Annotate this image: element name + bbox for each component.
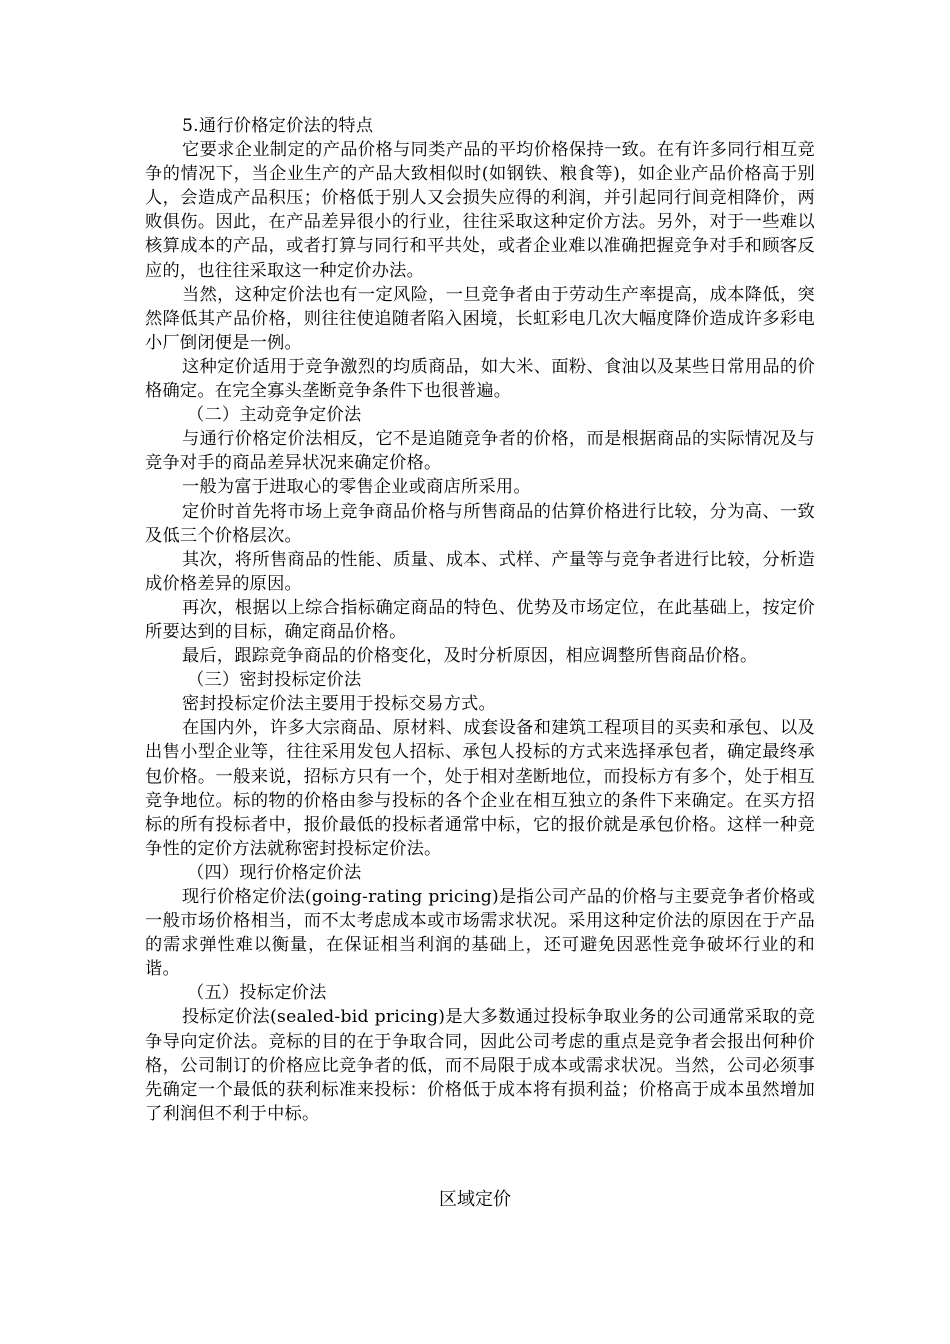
subheading-sealed-bid: （三）密封投标定价法 [187, 670, 362, 691]
paragraph: 这种定价适用于竞争激烈的均质商品，如大米、面粉、食油以及某些日常用品的价格确定。在完全寡头垄断竞争条件下也很普遍。 [145, 356, 815, 402]
paragraph: 当然，这种定价法也有一定风险，一旦竞争者由于劳动生产率提高，成本降低，突然降低其产品价格，则往往使追随者陷入困境，长虹彩电几次大幅度降价造成许多彩电小厂倒闭便是一例。 [145, 284, 815, 353]
paragraph: 其次，将所售商品的性能、质量、成本、式样、产量等与竞争者进行比较，分析造成价格差异的原因。 [145, 549, 815, 594]
paragraph: 与通行价格定价法相反，它不是追随竞争者的价格，而是根据商品的实际情况及与竞争对手的商品差异状况来确定价格。 [145, 429, 815, 474]
paragraph: 它要求企业制定的产品价格与同类产品的平均价格保持一致。在有许多同行相互竞争的情况下，当企业生产的产品大致相似时(如钢铁、粮食等)，如企业产品价格高于别人，会造成产品积压；价格低于别人又会损失应得的利润，并引起同行间竞相降价，两败俱伤。因此，在产品差异很小的行业，往往采取这种定价方法。另外，对于一些难以核算成本的产品，或者打算与同行和平共处，或者企业难以准确把握竞争对手和顾客反应的，也往往采取这一种定价办法。 [145, 140, 815, 281]
subheading-bid-pricing: （五）投标定价法 [187, 983, 327, 1004]
paragraph: 现行价格定价法(going-rating pricing)是指公司产品的价格与主要竞争者价格或一般市场价格相当，而不太考虑成本或市场需求状况。采用这种定价法的原因在于产品的需求弹性难以衡量，在保证相当利润的基础上，还可避免因恶性竞争破坏行业的和谐。 [145, 887, 815, 980]
paragraph: 密封投标定价法主要用于投标交易方式。 [182, 694, 496, 715]
paragraph: 在国内外，许多大宗商品、原材料、成套设备和建筑工程项目的买卖和承包、以及出售小型企业等，往往采用发包人招标、承包人投标的方式来选择承包者，确定最终承包价格。一般来说，招标方只有一个，处于相对垄断地位，而投标方有多个，处于相互竞争地位。标的物的价格由参与投标的各个企业在相互独立的条件下来确定。在买方招标的所有投标者中，报价最低的投标者通常中标，它的报价就是承包价格。这样一种竞争性的定价方法就称密封投标定价法。 [145, 718, 815, 859]
paragraph: 最后，跟踪竞争商品的价格变化，及时分析原因，相应调整所售商品价格。 [182, 646, 758, 667]
heading-pricing-features: 5.通行价格定价法的特点 [182, 116, 374, 136]
subheading-active-competition: （二）主动竞争定价法 [187, 405, 362, 426]
paragraph: 一般为富于进取心的零售企业或商店所采用。 [182, 477, 531, 498]
body-text [145, 114, 815, 1126]
subheading-going-rate: （四）现行价格定价法 [187, 862, 362, 883]
paragraph: 再次，根据以上综合指标确定商品的特色、优势及市场定位，在此基础上，按定价所要达到的目标，确定商品价格。 [145, 597, 815, 642]
paragraph: 定价时首先将市场上竞争商品价格与所售商品的估算价格进行比较，分为高、一致及低三个价格层次。 [145, 501, 815, 546]
section-title: 区域定价 [439, 1189, 511, 1210]
paragraph: 投标定价法(sealed-bid pricing)是大多数通过投标争取业务的公司通常采取的竞争导向定价法。竞标的目的在于争取合同，因此公司考虑的重点是竞争者会报出何种价格，公司制订的价格应比竞争者的低，而不局限于成本或需求状况。当然，公司必须事先确定一个最低的获利标准来投标：价格低于成本将有损利益；价格高于成本虽然增加了利润但不利于中标。 [145, 1007, 815, 1124]
